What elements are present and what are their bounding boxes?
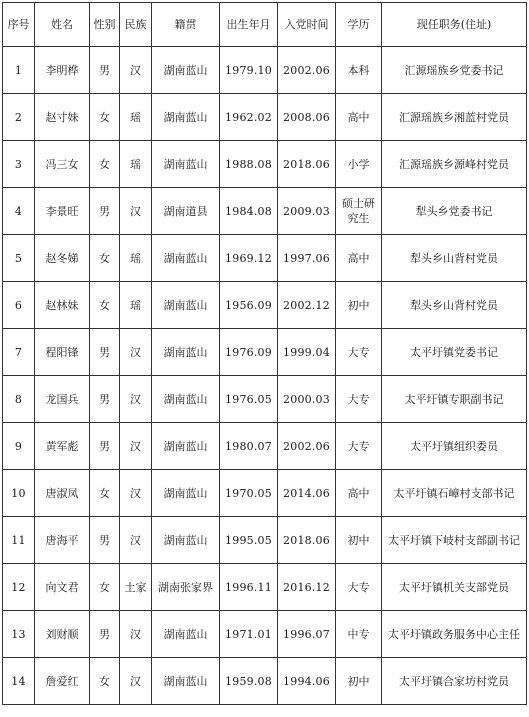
table-row — [3, 329, 527, 376]
table-row — [3, 47, 527, 94]
cell-education: 高中 — [336, 235, 382, 282]
cell-education: 大专 — [336, 376, 382, 423]
cell-gender: 男 — [90, 376, 120, 423]
cell-birth: 1969.12 — [220, 235, 278, 282]
cell-native-place: 湖南蓝山 — [152, 611, 220, 658]
cell-seq: 2 — [3, 94, 35, 141]
cell-name: 赵寸妹 — [35, 94, 90, 141]
cell-position: 太平圩镇石嶂村支部书记 — [382, 470, 527, 517]
cell-gender: 女 — [90, 658, 120, 705]
cell-seq: 5 — [3, 235, 35, 282]
cell-position: 太平圩镇下岐村支部副书记 — [382, 517, 527, 564]
cell-name: 赵林妹 — [35, 282, 90, 329]
cell-position: 太平圩镇组织委员 — [382, 423, 527, 470]
cell-ethnicity: 汉 — [120, 376, 152, 423]
cell-name: 唐淑凤 — [35, 470, 90, 517]
cell-gender: 女 — [90, 141, 120, 188]
cell-native-place: 湖南蓝山 — [152, 517, 220, 564]
cell-education: 大专 — [336, 329, 382, 376]
cell-ethnicity: 瑶 — [120, 282, 152, 329]
cell-seq: 12 — [3, 564, 35, 611]
cell-seq: 8 — [3, 376, 35, 423]
cell-party-join: 2002.06 — [278, 47, 336, 94]
cell-name: 唐海平 — [35, 517, 90, 564]
cell-birth: 1980.07 — [220, 423, 278, 470]
header-party-join: 入党时间 — [278, 3, 336, 47]
cell-birth: 1976.05 — [220, 376, 278, 423]
cell-party-join: 1996.07 — [278, 611, 336, 658]
cell-name: 向文君 — [35, 564, 90, 611]
cell-education: 高中 — [336, 94, 382, 141]
cell-ethnicity: 瑶 — [120, 141, 152, 188]
cell-seq: 3 — [3, 141, 35, 188]
cell-name: 李明桦 — [35, 47, 90, 94]
cell-ethnicity: 汉 — [120, 517, 152, 564]
cell-gender: 男 — [90, 517, 120, 564]
table-row — [3, 235, 527, 282]
table-row — [3, 282, 527, 329]
cell-position: 太平圩镇专职副书记 — [382, 376, 527, 423]
cell-position: 犁头乡党委书记 — [382, 188, 527, 235]
cell-name: 詹爱红 — [35, 658, 90, 705]
cell-seq: 7 — [3, 329, 35, 376]
cell-seq: 13 — [3, 611, 35, 658]
cell-gender: 女 — [90, 235, 120, 282]
cell-birth: 1959.08 — [220, 658, 278, 705]
cell-name: 赵冬娣 — [35, 235, 90, 282]
header-position: 现任职务(住址) — [382, 3, 527, 47]
cell-ethnicity: 土家 — [120, 564, 152, 611]
cell-gender: 女 — [90, 282, 120, 329]
cell-position: 太平圩镇政务服务中心主任 — [382, 611, 527, 658]
header-name: 姓名 — [35, 3, 90, 47]
cell-education: 中专 — [336, 611, 382, 658]
cell-position: 汇源瑶族乡源峰村党员 — [382, 141, 527, 188]
cell-education: 大专 — [336, 564, 382, 611]
table-row — [3, 611, 527, 658]
cell-gender: 男 — [90, 611, 120, 658]
cell-gender: 女 — [90, 564, 120, 611]
header-native-place: 籍贯 — [152, 3, 220, 47]
cell-party-join: 1997.06 — [278, 235, 336, 282]
header-seq: 序号 — [3, 3, 35, 47]
cell-party-join: 2018.06 — [278, 141, 336, 188]
cell-birth: 1979.10 — [220, 47, 278, 94]
cell-education: 大专 — [336, 423, 382, 470]
cell-native-place: 湖南蓝山 — [152, 470, 220, 517]
cell-gender: 男 — [90, 329, 120, 376]
table-row — [3, 658, 527, 705]
cell-native-place: 湖南蓝山 — [152, 94, 220, 141]
cell-seq: 1 — [3, 47, 35, 94]
cell-position: 犁头乡山背村党员 — [382, 282, 527, 329]
table-body — [3, 47, 527, 705]
cell-education: 高中 — [336, 470, 382, 517]
header-gender: 性别 — [90, 3, 120, 47]
cell-native-place: 湖南蓝山 — [152, 658, 220, 705]
cell-party-join: 1999.04 — [278, 329, 336, 376]
cell-party-join: 2018.06 — [278, 517, 336, 564]
cell-name: 冯三女 — [35, 141, 90, 188]
cell-party-join: 2016.12 — [278, 564, 336, 611]
cell-native-place: 湖南蓝山 — [152, 47, 220, 94]
cell-gender: 女 — [90, 94, 120, 141]
cell-gender: 女 — [90, 470, 120, 517]
cell-party-join: 1994.06 — [278, 658, 336, 705]
cell-education: 初中 — [336, 282, 382, 329]
cell-ethnicity: 汉 — [120, 423, 152, 470]
cell-position: 犁头乡山背村党员 — [382, 235, 527, 282]
cell-native-place: 湖南蓝山 — [152, 282, 220, 329]
table-row — [3, 141, 527, 188]
header-row — [3, 3, 527, 47]
cell-seq: 14 — [3, 658, 35, 705]
cell-name: 龙国兵 — [35, 376, 90, 423]
cell-ethnicity: 汉 — [120, 47, 152, 94]
cell-party-join: 2008.06 — [278, 94, 336, 141]
cell-party-join: 2009.03 — [278, 188, 336, 235]
table-row — [3, 423, 527, 470]
table-row — [3, 564, 527, 611]
cell-native-place: 湖南蓝山 — [152, 376, 220, 423]
header-ethnicity: 民族 — [120, 3, 152, 47]
cell-ethnicity: 汉 — [120, 470, 152, 517]
cell-seq: 9 — [3, 423, 35, 470]
cell-birth: 1995.05 — [220, 517, 278, 564]
cell-position: 太平圩镇机关支部党员 — [382, 564, 527, 611]
cell-birth: 1988.08 — [220, 141, 278, 188]
member-table — [2, 2, 527, 705]
cell-education: 初中 — [336, 517, 382, 564]
cell-seq: 6 — [3, 282, 35, 329]
cell-ethnicity: 汉 — [120, 329, 152, 376]
cell-education: 本科 — [336, 47, 382, 94]
cell-position: 太平圩镇党委书记 — [382, 329, 527, 376]
cell-seq: 10 — [3, 470, 35, 517]
header-education: 学历 — [336, 3, 382, 47]
table-row — [3, 376, 527, 423]
cell-party-join: 2002.12 — [278, 282, 336, 329]
table-row — [3, 188, 527, 235]
cell-gender: 男 — [90, 423, 120, 470]
cell-name: 刘财顺 — [35, 611, 90, 658]
cell-party-join: 2002.06 — [278, 423, 336, 470]
cell-birth: 1956.09 — [220, 282, 278, 329]
cell-birth: 1976.09 — [220, 329, 278, 376]
cell-name: 黄军彪 — [35, 423, 90, 470]
cell-seq: 11 — [3, 517, 35, 564]
cell-gender: 男 — [90, 188, 120, 235]
cell-birth: 1971.01 — [220, 611, 278, 658]
cell-education: 小学 — [336, 141, 382, 188]
cell-birth: 1970.05 — [220, 470, 278, 517]
cell-ethnicity: 瑶 — [120, 94, 152, 141]
cell-position: 汇源瑶族乡党委书记 — [382, 47, 527, 94]
cell-education: 硕士研究生 — [336, 188, 382, 235]
cell-ethnicity: 瑶 — [120, 235, 152, 282]
cell-native-place: 湖南张家界 — [152, 564, 220, 611]
cell-seq: 4 — [3, 188, 35, 235]
cell-position: 汇源瑶族乡湘蓝村党员 — [382, 94, 527, 141]
cell-birth: 1996.11 — [220, 564, 278, 611]
cell-education: 初中 — [336, 658, 382, 705]
cell-name: 程阳锋 — [35, 329, 90, 376]
cell-position: 太平圩镇合家坊村党员 — [382, 658, 527, 705]
cell-native-place: 湖南蓝山 — [152, 423, 220, 470]
cell-ethnicity: 汉 — [120, 611, 152, 658]
cell-native-place: 湖南蓝山 — [152, 141, 220, 188]
cell-native-place: 湖南道县 — [152, 188, 220, 235]
cell-birth: 1984.08 — [220, 188, 278, 235]
cell-gender: 男 — [90, 47, 120, 94]
cell-native-place: 湖南蓝山 — [152, 235, 220, 282]
document — [2, 2, 526, 705]
cell-name: 李景旺 — [35, 188, 90, 235]
header-birth: 出生年月 — [220, 3, 278, 47]
table-row — [3, 470, 527, 517]
cell-party-join: 2000.03 — [278, 376, 336, 423]
cell-ethnicity: 汉 — [120, 658, 152, 705]
cell-ethnicity: 汉 — [120, 188, 152, 235]
cell-birth: 1962.02 — [220, 94, 278, 141]
cell-party-join: 2014.06 — [278, 470, 336, 517]
table-row — [3, 94, 527, 141]
table-row — [3, 517, 527, 564]
cell-native-place: 湖南蓝山 — [152, 329, 220, 376]
